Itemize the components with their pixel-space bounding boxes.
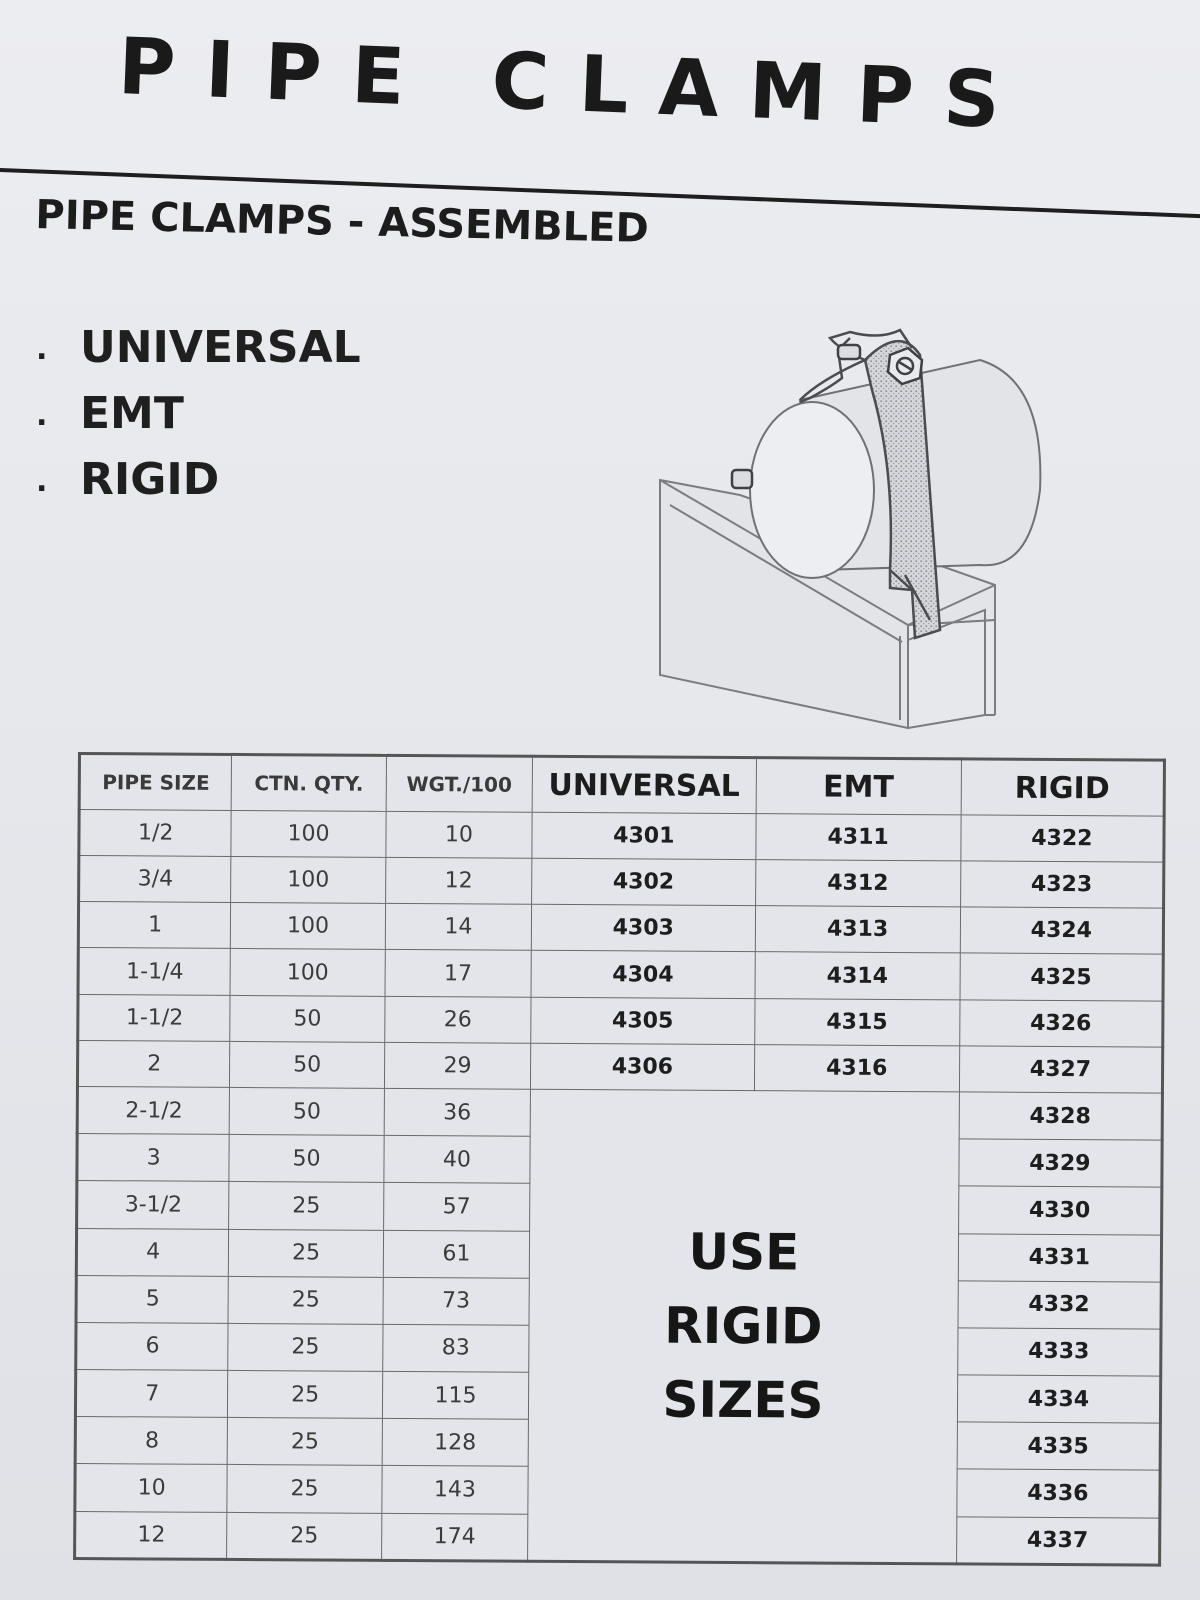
pipe-size-cell: 3/4 [79,856,232,903]
rigid-code-cell: 4327 [959,1046,1163,1093]
use-rigid-sizes-note [528,1089,960,1564]
emt-code-cell: 4315 [754,998,959,1045]
weight-cell: 36 [384,1088,531,1136]
ctn-qty-cell: 100 [230,949,385,996]
table-row [77,1086,1162,1140]
clamp-type-label: EMT [80,388,184,439]
pipe-size-cell: 6 [76,1322,229,1370]
column-header-weight: WGT./100 [386,755,533,812]
bullet-icon: . [36,464,48,499]
emt-code-cell: 4313 [755,906,960,953]
page-title: PIPE CLAMPS [116,22,1032,147]
pipe-size-cell: 10 [75,1464,228,1512]
pipe-size-cell: 1-1/2 [78,994,231,1041]
weight-cell: 73 [383,1277,530,1325]
universal-code-cell: 4303 [531,905,755,953]
ctn-qty-cell: 25 [228,1323,383,1371]
rigid-code-cell: 4331 [958,1233,1162,1281]
ctn-qty-cell: 100 [231,857,386,904]
weight-cell: 128 [382,1419,529,1467]
section-subtitle: PIPE CLAMPS - ASSEMBLED [34,192,650,252]
ctn-qty-cell: 25 [228,1370,383,1418]
emt-code-cell: 4314 [755,952,960,999]
table-row [77,1040,1162,1093]
emt-code-cell: 4312 [755,860,960,907]
ctn-qty-cell: 25 [229,1182,384,1230]
universal-code-cell: 4304 [531,951,755,999]
ctn-qty-cell: 25 [228,1418,383,1466]
ctn-qty-cell: 100 [231,903,386,950]
ctn-qty-cell: 25 [229,1229,384,1277]
pipe-size-cell: 7 [75,1370,228,1418]
rigid-code-cell: 4333 [957,1328,1161,1376]
clamp-type-item [36,382,361,448]
weight-cell: 57 [383,1183,530,1231]
weight-cell: 83 [383,1324,530,1372]
rigid-code-cell: 4329 [959,1139,1163,1187]
pipe-size-cell: 3 [77,1134,230,1182]
weight-cell: 143 [382,1466,529,1514]
rigid-code-cell: 4324 [960,907,1164,954]
rigid-code-cell: 4334 [957,1375,1161,1423]
universal-code-cell: 4305 [531,997,755,1045]
pipe-size-cell: 2 [77,1040,230,1087]
weight-cell: 12 [385,858,532,905]
ctn-qty-cell: 50 [230,1041,385,1088]
rigid-code-cell: 4328 [959,1092,1163,1140]
column-header-universal: UNIVERSAL [532,756,756,813]
weight-cell: 14 [385,904,532,951]
weight-cell: 10 [386,811,533,858]
emt-code-cell: 4316 [754,1044,959,1091]
pipe-size-cell: 12 [75,1511,228,1559]
pipe-size-cell: 5 [76,1275,229,1323]
ctn-qty-cell: 25 [227,1512,382,1560]
clamp-type-item [36,448,361,514]
clamp-type-item [36,316,361,382]
pipe-size-cell: 2-1/2 [77,1086,230,1134]
header-row [79,754,1164,817]
clamp-type-list [36,316,361,514]
ctn-qty-cell: 50 [229,1135,384,1183]
rigid-code-cell: 4332 [958,1281,1162,1329]
pipe-clamp-on-channel-icon [650,320,1060,740]
ctn-qty-cell: 25 [228,1276,383,1324]
column-header-ctn-qty: CTN. QTY. [232,754,387,811]
bullet-icon: . [36,398,48,433]
table-row [78,902,1163,955]
weight-cell: 115 [382,1371,529,1419]
emt-code-cell: 4311 [755,814,960,861]
weight-cell: 40 [384,1136,531,1184]
weight-cell: 61 [383,1230,530,1278]
clamp-type-label: UNIVERSAL [80,322,361,373]
rigid-code-cell: 4325 [960,953,1164,1000]
pipe-clamp-spec-table [73,752,1166,1567]
weight-cell: 29 [384,1042,531,1089]
table-row [78,948,1163,1001]
table-row [79,810,1164,863]
note-line: RIGID [664,1296,823,1356]
ctn-qty-cell: 50 [230,995,385,1042]
pipe-size-cell: 1/2 [79,810,232,857]
pipe-size-cell: 3-1/2 [77,1181,230,1229]
ctn-qty-cell: 25 [227,1465,382,1513]
rigid-code-cell: 4326 [959,1000,1163,1047]
rigid-code-cell: 4322 [961,815,1165,862]
note-line: USE [688,1222,800,1282]
rigid-code-cell: 4336 [957,1469,1161,1517]
universal-code-cell: 4302 [532,858,756,906]
pipe-size-cell: 1 [78,902,231,949]
rigid-code-cell: 4323 [960,861,1164,908]
note-line: SIZES [662,1370,824,1430]
pipe-size-cell: 1-1/4 [78,948,231,995]
weight-cell: 174 [381,1513,528,1561]
table-row [78,994,1163,1047]
universal-code-cell: 4306 [531,1043,755,1091]
universal-code-cell: 4301 [532,812,756,860]
clamp-type-label: RIGID [80,454,220,505]
column-header-pipe-size: PIPE SIZE [79,754,232,811]
rigid-code-cell: 4330 [958,1186,1162,1234]
weight-cell: 17 [385,950,532,997]
rigid-code-cell: 4335 [957,1422,1161,1470]
column-header-emt: EMT [756,758,962,815]
ctn-qty-cell: 100 [231,810,386,857]
weight-cell: 26 [385,996,532,1043]
table-row [79,856,1164,909]
ctn-qty-cell: 50 [230,1087,385,1135]
rigid-code-cell: 4337 [956,1517,1160,1566]
column-header-rigid: RIGID [961,759,1165,816]
bullet-icon: . [36,332,48,367]
pipe-size-cell: 4 [76,1228,229,1276]
pipe-size-cell: 8 [75,1417,228,1465]
